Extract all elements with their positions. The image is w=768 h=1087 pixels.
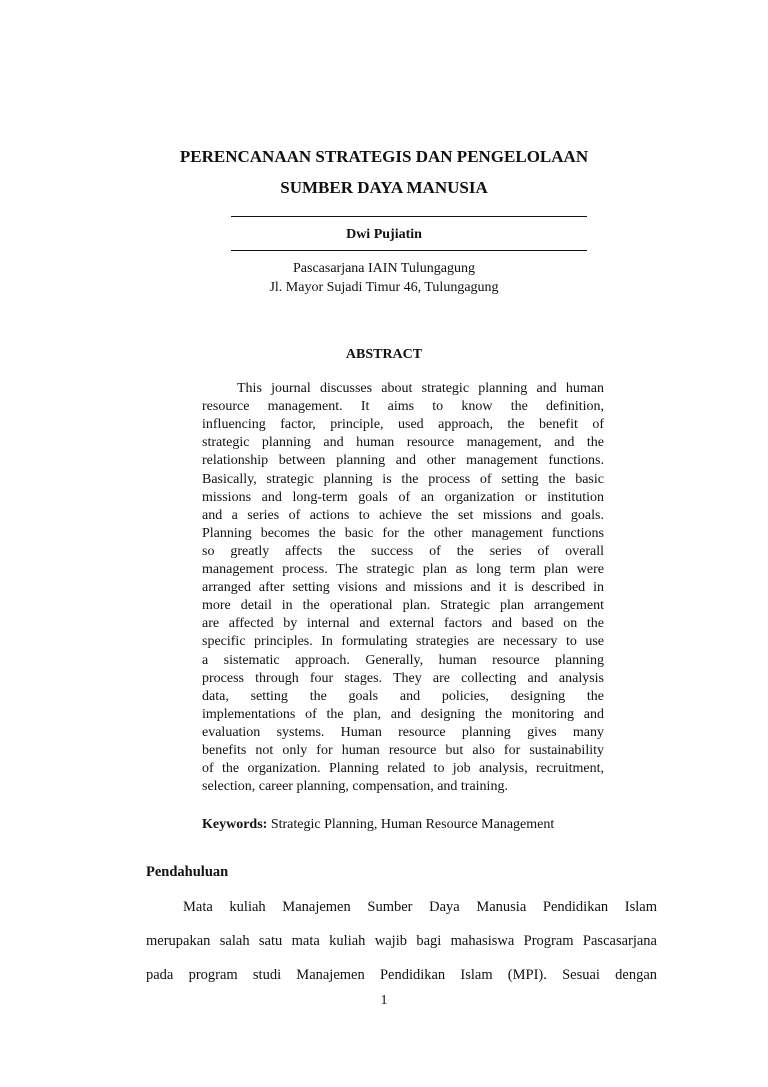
paragraph-line: merupakan salah satu mata kuliah wajib bagi mahasiswa Program Pascasarjana	[146, 933, 657, 949]
abstract-line: data, setting the goals and policies, designing the	[202, 688, 604, 704]
abstract-line: selection, career planning, compensation, and training.	[202, 779, 508, 795]
abstract-line: and a series of actions to achieve the set missions and goals.	[202, 507, 604, 523]
abstract-line: relationship between planning and other management functions.	[202, 453, 604, 469]
abstract-line: are affected by internal and external factors and based on the	[202, 616, 604, 632]
keywords	[202, 816, 554, 833]
abstract-line: benefits not only for human resource but also for sustainability	[202, 743, 604, 758]
divider	[231, 216, 587, 217]
section-heading: Pendahuluan	[146, 864, 229, 880]
abstract-line: process through four stages. They are collecting and analysis	[202, 670, 604, 686]
divider	[231, 250, 587, 251]
abstract-line: of the organization. Planning related to job analysis, recruitment,	[202, 761, 604, 777]
paragraph-line: Mata kuliah Manajemen Sumber Daya Manusia Pendidikan Islam	[183, 899, 657, 915]
abstract-line: specific principles. In formulating strategies are necessary to use	[202, 634, 604, 650]
abstract-heading: ABSTRACT	[345, 347, 423, 362]
paragraph-line: pada program studi Manajemen Pendidikan Islam (MPI). Sesuai dengan	[146, 967, 657, 983]
abstract-line: influencing factor, principle, used approach, the benefit of	[202, 417, 604, 433]
abstract-line: Basically, strategic planning is the process of setting the basic	[202, 471, 604, 487]
affiliation-line-1: Pascasarjana IAIN Tulungagung	[293, 261, 475, 276]
abstract-line: a sistematic approach. Generally, human resource planning	[202, 652, 604, 668]
abstract-line: so greatly affects the success of the series of overall	[202, 543, 604, 559]
affiliation-line-2: Jl. Mayor Sujadi Timur 46, Tulungagung	[269, 280, 499, 295]
author: Dwi Pujiatin	[346, 227, 422, 242]
abstract-line: arranged after setting visions and missions and it is described in	[202, 580, 604, 596]
abstract-line: strategic planning and human resource management, and the	[202, 435, 604, 451]
title-line-1: PERENCANAAN STRATEGIS DAN PENGELOLAAN	[179, 147, 589, 166]
abstract-line: management process. The strategic plan as long term plan were	[202, 562, 604, 577]
title-line-2: SUMBER DAYA MANUSIA	[280, 178, 488, 197]
abstract-line: evaluation systems. Human resource planning gives many	[202, 724, 604, 740]
keywords-label: Keywords:	[202, 817, 268, 832]
abstract-line: more detail in the operational plan. Strategic plan arrangement	[202, 598, 604, 614]
abstract-line: resource management. It aims to know the definition,	[202, 399, 604, 415]
page-number: 1	[380, 993, 388, 1008]
keywords-text: Strategic Planning, Human Resource Management	[270, 817, 555, 832]
abstract-line: Planning becomes the basic for the other management functions	[202, 525, 604, 541]
abstract-line: implementations of the plan, and designing the monitoring and	[202, 706, 604, 722]
abstract-line: This journal discusses about strategic planning and human	[237, 381, 604, 396]
abstract-line: missions and long-term goals of an organization or institution	[202, 489, 604, 505]
